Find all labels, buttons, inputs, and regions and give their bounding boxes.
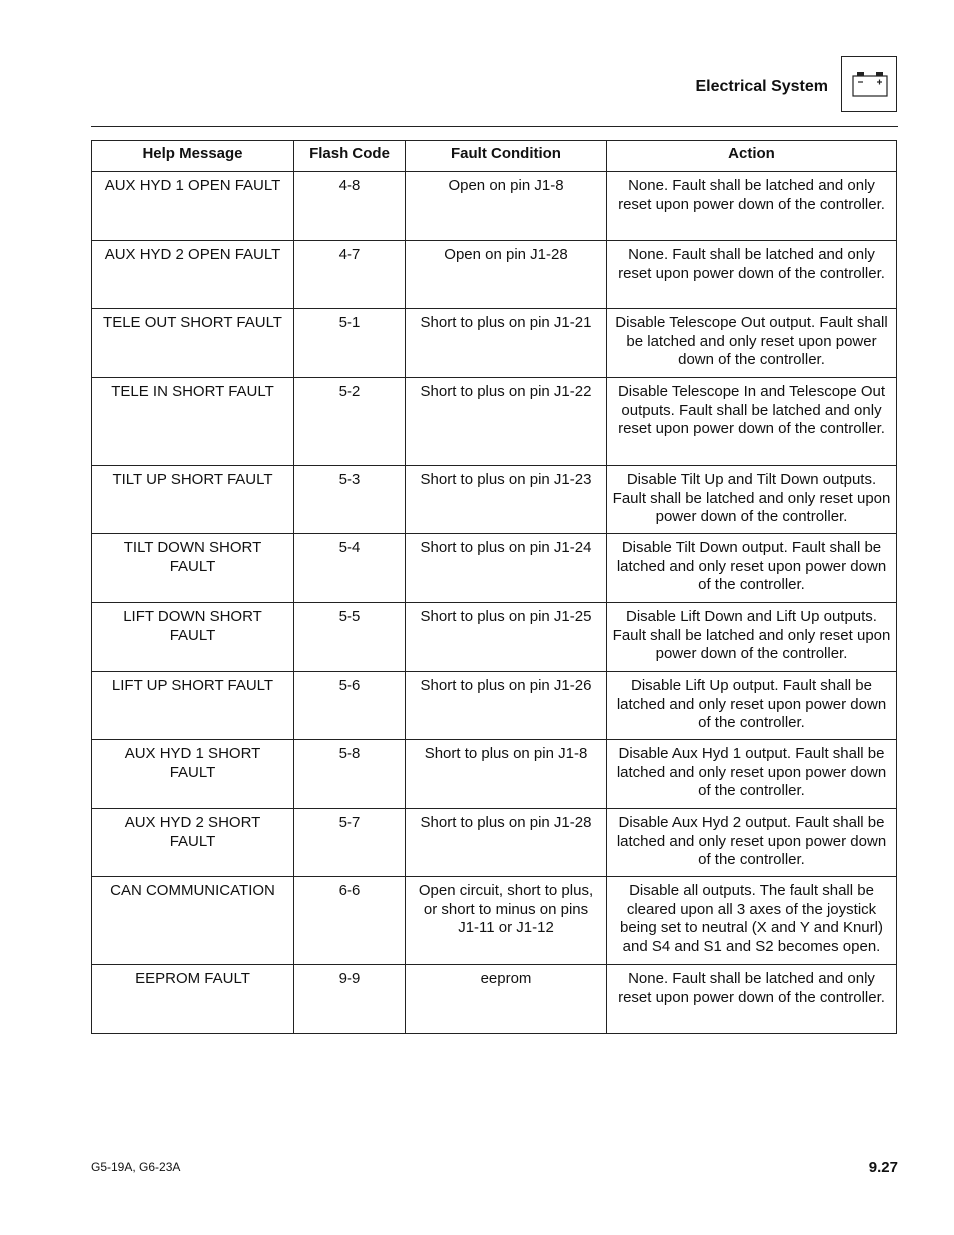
flash-code-cell: 5-3 — [294, 466, 406, 534]
table-row — [92, 309, 897, 378]
table-row — [92, 172, 897, 241]
table-header-row — [92, 141, 897, 172]
fault-condition-cell: Open on pin J1-28 — [406, 241, 607, 309]
table-row — [92, 877, 897, 965]
flash-code-cell: 5-2 — [294, 378, 406, 466]
fault-condition-cell: Short to plus on pin J1-28 — [406, 809, 607, 877]
column-header-fault-condition: Fault Condition — [406, 141, 607, 172]
help-message-cell: TILT UP SHORT FAULT — [92, 466, 294, 534]
column-header-action: Action — [607, 141, 897, 172]
help-message-cell: AUX HYD 2 SHORT FAULT — [92, 809, 294, 877]
action-cell: Disable Lift Down and Lift Up outputs. Fault shall be latched and only reset upon power down of the controller. — [607, 603, 897, 672]
help-message-cell: LIFT DOWN SHORT FAULT — [92, 603, 294, 672]
table-row — [92, 809, 897, 877]
help-message-cell: TELE OUT SHORT FAULT — [92, 309, 294, 378]
action-cell: Disable all outputs. The fault shall be cleared upon all 3 axes of the joystick being set to neutral (X and Y and Knurl) and S4 and S1 and S2 becomes open. — [607, 877, 897, 965]
fault-condition-cell: Short to plus on pin J1-23 — [406, 466, 607, 534]
fault-code-table — [91, 140, 897, 1034]
flash-code-cell: 4-7 — [294, 241, 406, 309]
table-row — [92, 672, 897, 740]
table-row — [92, 378, 897, 466]
flash-code-cell: 5-8 — [294, 740, 406, 809]
help-message-cell: TELE IN SHORT FAULT — [92, 378, 294, 466]
flash-code-cell: 6-6 — [294, 877, 406, 965]
flash-code-cell: 5-7 — [294, 809, 406, 877]
model-footer: G5-19A, G6-23A — [91, 1160, 181, 1174]
fault-condition-cell: Open on pin J1-8 — [406, 172, 607, 241]
fault-condition-cell: Open circuit, short to plus, or short to minus on pins J1-11 or J1-12 — [406, 877, 607, 965]
fault-condition-cell: Short to plus on pin J1-25 — [406, 603, 607, 672]
fault-condition-cell: Short to plus on pin J1-21 — [406, 309, 607, 378]
page-number: 9.27 — [868, 1159, 898, 1176]
help-message-cell: LIFT UP SHORT FAULT — [92, 672, 294, 740]
battery-icon — [841, 56, 897, 112]
table-row — [92, 740, 897, 809]
action-cell: Disable Aux Hyd 2 output. Fault shall be latched and only reset upon power down of the controller. — [607, 809, 897, 877]
help-message-cell: CAN COMMUNICATION — [92, 877, 294, 965]
fault-condition-cell: eeprom — [406, 965, 607, 1034]
table-row — [92, 241, 897, 309]
header-divider — [91, 126, 898, 127]
action-cell: Disable Telescope In and Telescope Out outputs. Fault shall be latched and only reset upon power down of the controller. — [607, 378, 897, 466]
action-cell: Disable Lift Up output. Fault shall be latched and only reset upon power down of the controller. — [607, 672, 897, 740]
table-row — [92, 466, 897, 534]
flash-code-cell: 5-6 — [294, 672, 406, 740]
fault-condition-cell: Short to plus on pin J1-8 — [406, 740, 607, 809]
table-row — [92, 534, 897, 603]
table-row — [92, 965, 897, 1034]
action-cell: Disable Telescope Out output. Fault shall be latched and only reset upon power down of the controller. — [607, 309, 897, 378]
help-message-cell: EEPROM FAULT — [92, 965, 294, 1034]
fault-condition-cell: Short to plus on pin J1-26 — [406, 672, 607, 740]
flash-code-cell: 4-8 — [294, 172, 406, 241]
fault-condition-cell: Short to plus on pin J1-22 — [406, 378, 607, 466]
help-message-cell: TILT DOWN SHORT FAULT — [92, 534, 294, 603]
action-cell: Disable Aux Hyd 1 output. Fault shall be latched and only reset upon power down of the controller. — [607, 740, 897, 809]
section-title: Electrical System — [695, 78, 828, 95]
action-cell: Disable Tilt Down output. Fault shall be latched and only reset upon power down of the controller. — [607, 534, 897, 603]
action-cell: None. Fault shall be latched and only reset upon power down of the controller. — [607, 965, 897, 1034]
fault-condition-cell: Short to plus on pin J1-24 — [406, 534, 607, 603]
action-cell: Disable Tilt Up and Tilt Down outputs. Fault shall be latched and only reset upon power down of the controller. — [607, 466, 897, 534]
column-header-help-message: Help Message — [92, 141, 294, 172]
action-cell: None. Fault shall be latched and only reset upon power down of the controller. — [607, 172, 897, 241]
column-header-flash-code: Flash Code — [294, 141, 406, 172]
help-message-cell: AUX HYD 1 SHORT FAULT — [92, 740, 294, 809]
help-message-cell: AUX HYD 2 OPEN FAULT — [92, 241, 294, 309]
flash-code-cell: 9-9 — [294, 965, 406, 1034]
help-message-cell: AUX HYD 1 OPEN FAULT — [92, 172, 294, 241]
flash-code-cell: 5-5 — [294, 603, 406, 672]
table-row — [92, 603, 897, 672]
flash-code-cell: 5-4 — [294, 534, 406, 603]
flash-code-cell: 5-1 — [294, 309, 406, 378]
action-cell: None. Fault shall be latched and only reset upon power down of the controller. — [607, 241, 897, 309]
